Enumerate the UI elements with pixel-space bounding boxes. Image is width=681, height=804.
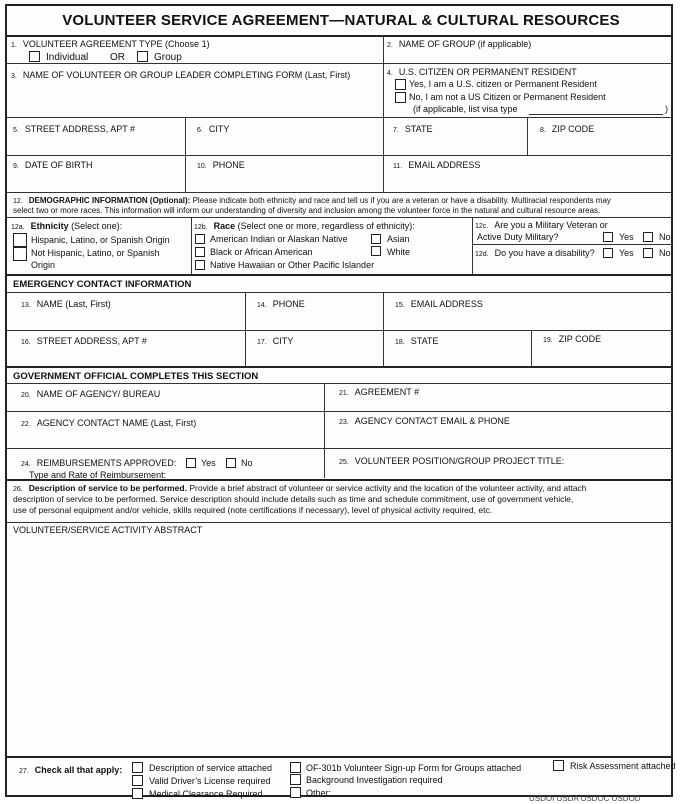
- reimb-no-label: No: [241, 458, 253, 468]
- field-25-label: 25. VOLUNTEER POSITION/GROUP PROJECT TITLE:: [339, 456, 565, 466]
- black-checkbox[interactable]: [195, 247, 205, 257]
- field-9-label: 9. DATE OF BIRTH: [13, 160, 93, 170]
- individual-label: Individual: [46, 52, 89, 63]
- group-checkbox[interactable]: [137, 51, 148, 62]
- divider: [7, 63, 673, 64]
- group-label: Group: [154, 52, 182, 63]
- divider: [7, 756, 671, 758]
- native-hawaiian-label: Native Hawaiian or Other Pacific Islander: [210, 260, 375, 270]
- reimb-no-checkbox[interactable]: [226, 458, 236, 468]
- field-15-label: 15. EMAIL ADDRESS: [395, 299, 483, 309]
- citizen-yes-label: Yes, I am a U.S. citizen or Permanent Resident: [409, 79, 597, 89]
- field-5-label: 5. STREET ADDRESS, APT #: [13, 124, 136, 134]
- divider: [383, 36, 384, 63]
- medical-clearance-label: Medical Clearance Required: [149, 789, 263, 799]
- field-24-label: 24. REIMBURSEMENTS APPROVED:: [21, 458, 177, 468]
- veteran-no-label: No: [659, 232, 671, 242]
- form-title: VOLUNTEER SERVICE AGREEMENT—NATURAL & CULTURAL RESOURCES: [62, 12, 620, 29]
- divider: [185, 118, 186, 155]
- not-hispanic-label: Not Hispanic, Latino, or Spanish: [31, 248, 160, 258]
- divider: [7, 448, 673, 449]
- divider: [472, 218, 473, 274]
- divider: [7, 192, 673, 193]
- divider: [383, 331, 384, 366]
- asian-label: Asian: [387, 234, 410, 244]
- field-12b-label: 12b. Race (Select one or more, regardless of ethnicity):: [194, 221, 415, 231]
- disability-no-checkbox[interactable]: [643, 248, 653, 258]
- other-checkbox[interactable]: [290, 787, 301, 798]
- emergency-heading: EMERGENCY CONTACT INFORMATION: [13, 279, 192, 290]
- divider: [191, 218, 192, 274]
- divider: [7, 411, 673, 412]
- field-12a-label: 12a. Ethnicity (Select one):: [11, 221, 123, 231]
- divider: [7, 383, 673, 384]
- divider: [7, 522, 673, 523]
- veteran-yes-label: Yes: [619, 232, 634, 242]
- field-10-label: 10. PHONE: [197, 160, 245, 170]
- black-label: Black or African American: [210, 247, 313, 257]
- veteran-yes-checkbox[interactable]: [603, 232, 613, 242]
- field-12-intro-2: select two or more races. This information will inform our understanding of diversity and inclusion among the volunteer force in the natural and cultural resource areas.: [13, 206, 601, 215]
- drivers-license-label: Valid Driver’s License required: [149, 776, 271, 786]
- field-22-label: 22. AGENCY CONTACT NAME (Last, First): [21, 418, 197, 428]
- reimb-yes-checkbox[interactable]: [186, 458, 196, 468]
- individual-checkbox[interactable]: [29, 51, 40, 62]
- not-hispanic-label-2: Origin: [31, 260, 56, 270]
- divider: [7, 479, 671, 481]
- divider: [7, 292, 673, 293]
- white-label: White: [387, 247, 411, 257]
- hispanic-label: Hispanic, Latino, or Spanish Origin: [31, 235, 170, 245]
- divider: [527, 118, 528, 155]
- american-indian-checkbox[interactable]: [195, 234, 205, 244]
- footer-agencies: USDOI USDA USDOC USDOD: [529, 794, 641, 803]
- field-8-label: 8. ZIP CODE: [540, 124, 595, 134]
- field-23-label: 23. AGENCY CONTACT EMAIL & PHONE: [339, 416, 510, 426]
- disability-yes-checkbox[interactable]: [603, 248, 613, 258]
- divider: [7, 217, 673, 218]
- divider: [531, 331, 532, 366]
- citizen-no-label: No, I am not a US Citizen or Permanent Resident: [409, 92, 606, 102]
- background-check-checkbox[interactable]: [290, 774, 301, 785]
- citizen-yes-checkbox[interactable]: [395, 79, 406, 90]
- field-6-label: 6. CITY: [197, 124, 230, 134]
- background-check-label: Background Investigation required: [306, 775, 443, 785]
- disability-no-label: No: [659, 248, 671, 258]
- other-label: Other:: [306, 788, 332, 798]
- not-hispanic-checkbox[interactable]: [13, 247, 27, 261]
- field-21-label: 21. AGREEMENT #: [339, 387, 420, 397]
- divider: [185, 156, 186, 192]
- abstract-textarea[interactable]: [9, 538, 669, 754]
- divider: [324, 384, 325, 478]
- field-20-label: 20. NAME OF AGENCY/ BUREAU: [21, 389, 161, 399]
- field-12-intro: 12. DEMOGRAPHIC INFORMATION (Optional): Please indicate both ethnicity and race and tell us if you are a veteran or have a disability. Multiracial respondents may: [13, 196, 611, 205]
- field-2-label: 2. NAME OF GROUP (if applicable): [387, 39, 532, 49]
- field-17-label: 17. CITY: [257, 336, 294, 346]
- divider: [7, 117, 673, 118]
- divider: [383, 64, 384, 117]
- divider: [7, 155, 673, 156]
- field-12c-label: 12c. Are you a Military Veteran or: [475, 220, 608, 230]
- native-hawaiian-checkbox[interactable]: [195, 260, 205, 270]
- visa-close-paren: ): [665, 104, 668, 114]
- field-13-label: 13. NAME (Last, First): [21, 299, 111, 309]
- divider: [7, 35, 671, 37]
- divider: [7, 274, 671, 276]
- of301b-label: OF-301b Volunteer Sign-up Form for Groups attached: [306, 763, 522, 773]
- form-page: [3, 3, 677, 803]
- divider: [383, 156, 384, 192]
- reimb-type-label: Type and Rate of Reimbursement:: [29, 470, 167, 480]
- field-12d-label: 12d. Do you have a disability?: [475, 248, 595, 258]
- visa-type-line[interactable]: [529, 114, 663, 115]
- divider: [7, 366, 671, 368]
- medical-clearance-checkbox[interactable]: [132, 788, 143, 799]
- field-7-label: 7. STATE: [393, 124, 433, 134]
- field-14-label: 14. PHONE: [257, 299, 305, 309]
- of301b-checkbox[interactable]: [290, 762, 301, 773]
- reimb-yes-label: Yes: [201, 458, 216, 468]
- veteran-no-checkbox[interactable]: [643, 232, 653, 242]
- divider: [7, 330, 673, 331]
- field-26-line-3: use of personal equipment and/or vehicle, skills required (note certifications if necessary), level of physical activity required, etc.: [13, 505, 493, 515]
- divider: [245, 331, 246, 366]
- field-26-line-1: 26. Description of service to be performed. Provide a brief abstract of volunteer or service activity and the location of the volunteer activity, and attach: [13, 483, 587, 493]
- field-1-label: 1. VOLUNTEER AGREEMENT TYPE (Choose 1): [11, 39, 210, 49]
- field-3-label: 3. NAME OF VOLUNTEER OR GROUP LEADER COMPLETING FORM (Last, First): [11, 70, 351, 80]
- american-indian-label: American Indian or Alaskan Native: [210, 234, 348, 244]
- citizen-no-checkbox[interactable]: [395, 92, 406, 103]
- field-18-label: 18. STATE: [395, 336, 439, 346]
- field-27-label: 27. Check all that apply:: [19, 765, 123, 775]
- divider: [383, 293, 384, 330]
- disability-yes-label: Yes: [619, 248, 634, 258]
- field-12c-label-2: Active Duty Military?: [477, 232, 559, 242]
- or-label: OR: [110, 52, 125, 63]
- divider: [245, 293, 246, 330]
- risk-assessment-label: Risk Assessment attached: [570, 761, 676, 771]
- risk-assessment-checkbox[interactable]: [553, 760, 564, 771]
- visa-type-label: (if applicable, list visa type: [413, 104, 518, 114]
- field-11-label: 11. EMAIL ADDRESS: [393, 160, 481, 170]
- field-19-label: 19. ZIP CODE: [543, 334, 602, 344]
- desc-attached-checkbox[interactable]: [132, 762, 143, 773]
- asian-checkbox[interactable]: [371, 234, 381, 244]
- abstract-label: VOLUNTEER/SERVICE ACTIVITY ABSTRACT: [13, 525, 203, 535]
- field-4-label: 4. U.S. CITIZEN OR PERMANENT RESIDENT: [387, 67, 577, 77]
- hispanic-checkbox[interactable]: [13, 233, 27, 247]
- divider: [383, 118, 384, 155]
- desc-attached-label: Description of service attached: [149, 763, 273, 773]
- white-checkbox[interactable]: [371, 246, 381, 256]
- divider: [473, 244, 673, 245]
- gov-heading: GOVERNMENT OFFICIAL COMPLETES THIS SECTION: [13, 371, 259, 382]
- drivers-license-checkbox[interactable]: [132, 775, 143, 786]
- field-26-line-2: description of service to be performed. Service description should include details such as time and schedule commitment, use of government vehicle,: [13, 494, 574, 504]
- field-16-label: 16. STREET ADDRESS, APT #: [21, 336, 147, 346]
